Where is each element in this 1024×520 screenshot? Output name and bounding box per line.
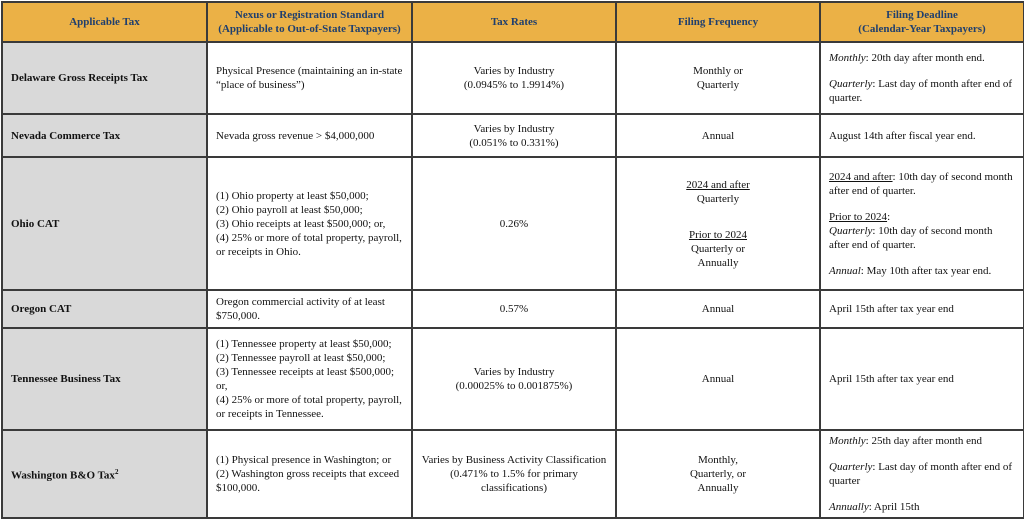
table-row <box>2 290 1024 328</box>
deadline-line <box>829 51 1015 65</box>
frequency-line <box>625 178 811 192</box>
deadline-text: : <box>887 210 891 223</box>
frequency-text: Quarterly, or <box>689 468 747 480</box>
cell-deadline <box>820 114 1024 157</box>
table-row <box>2 114 1024 157</box>
deadline-text: : Last day of month after end of quarter <box>829 461 1012 487</box>
rate-text: Varies by Industry <box>473 366 555 378</box>
frequency-label: Annual <box>829 264 861 277</box>
frequency-line <box>625 129 811 143</box>
cell-rate <box>412 114 616 157</box>
cell-rate <box>412 430 616 518</box>
nexus-text: (4) 25% or more of total property, payroll, or receipts in Tennessee. <box>216 394 402 420</box>
cell-applicable-tax <box>2 114 207 157</box>
tax-name: Oregon CAT <box>11 303 72 315</box>
deadline-text: : 25th day after month end <box>865 435 983 447</box>
deadline-line <box>829 264 1015 278</box>
deadline-line <box>829 434 1015 448</box>
nexus-text: (1) Ohio property at least $50,000; <box>216 189 369 202</box>
tax-name: Tennessee Business Tax <box>11 373 121 385</box>
frequency-line <box>625 78 811 92</box>
tax-name: Delaware Gross Receipts Tax <box>11 72 148 84</box>
deadline-text: April 15th after tax year end <box>829 303 954 315</box>
deadline-line <box>829 500 1015 514</box>
rate-line <box>421 467 607 495</box>
frequency-line <box>625 372 811 386</box>
nexus-line <box>216 64 403 92</box>
cell-deadline <box>820 328 1024 430</box>
cell-frequency <box>616 328 820 430</box>
column-header-line: Applicable Tax <box>69 16 140 28</box>
rate-line <box>421 379 607 393</box>
frequency-label: Quarterly <box>829 224 873 237</box>
cell-nexus <box>207 42 412 114</box>
frequency-label: Monthly <box>829 52 866 64</box>
cell-nexus <box>207 157 412 290</box>
column-header-nexus-standard <box>207 2 412 42</box>
nexus-text: (1) Physical presence in Washington; or <box>216 454 392 466</box>
column-header-tax-rates <box>412 2 616 42</box>
frequency-line <box>625 481 811 495</box>
cell-nexus <box>207 114 412 157</box>
cell-nexus <box>207 290 412 328</box>
frequency-text: Annual <box>701 303 735 315</box>
rate-line <box>421 217 607 231</box>
nexus-line <box>216 365 403 393</box>
nexus-line <box>216 453 403 467</box>
column-header-filing-frequency <box>616 2 820 42</box>
column-header-line: (Calendar-Year Taxpayers) <box>858 23 986 35</box>
nexus-text: Physical Presence (maintaining an in-state “place of business”) <box>216 65 403 91</box>
table-row <box>2 42 1024 114</box>
cell-rate <box>412 328 616 430</box>
frequency-text: Annual <box>701 373 735 385</box>
frequency-text: Annually <box>697 482 739 494</box>
nexus-text: (2) Ohio payroll at least $50,000; <box>216 203 363 216</box>
tax-name: Ohio CAT <box>11 217 60 230</box>
table-row <box>2 328 1024 430</box>
cell-rate <box>412 42 616 114</box>
cell-rate <box>412 157 616 290</box>
frequency-label: Quarterly <box>829 78 873 90</box>
cell-applicable-tax <box>2 430 207 518</box>
nexus-text: (3) Tennessee receipts at least $500,000; or, <box>216 366 395 392</box>
rate-text: (0.051% to 0.331%) <box>469 136 559 149</box>
nexus-line <box>216 129 403 143</box>
deadline-line <box>829 372 1015 386</box>
deadline-text: : April 15th <box>868 501 920 513</box>
deadline-line <box>829 460 1015 488</box>
rate-line <box>421 122 607 136</box>
frequency-line <box>625 64 811 78</box>
column-header-line: Tax Rates <box>490 16 538 28</box>
nexus-text: (1) Tennessee property at least $50,000; <box>216 338 392 350</box>
frequency-label: Monthly <box>829 435 866 447</box>
nexus-line <box>216 467 403 495</box>
frequency-text: Quarterly <box>696 192 740 205</box>
cell-frequency <box>616 290 820 328</box>
deadline-text: April 15th after tax year end <box>829 373 954 385</box>
nexus-line <box>216 295 403 323</box>
nexus-line <box>216 393 403 421</box>
frequency-line <box>625 467 811 481</box>
nexus-text: Nevada gross revenue > $4,000,000 <box>216 129 375 142</box>
deadline-line <box>829 77 1015 105</box>
deadline-text: : 10th day of second month after end of quarter. <box>829 170 1013 197</box>
rate-text: Varies by Business Activity Classification <box>421 454 607 466</box>
rate-line <box>421 453 607 467</box>
tax-name: Washington B&O Tax <box>11 469 115 482</box>
rate-line <box>421 78 607 92</box>
cell-frequency <box>616 430 820 518</box>
header-row <box>2 2 1024 42</box>
deadline-text: : May 10th after tax year end. <box>860 264 992 277</box>
deadline-line <box>829 210 1015 224</box>
frequency-text: Monthly, <box>698 454 738 466</box>
rate-line <box>421 64 607 78</box>
frequency-text: Quarterly or <box>690 242 746 255</box>
nexus-line <box>216 231 403 259</box>
column-header-line: Nexus or Registration Standard <box>234 9 385 21</box>
cell-applicable-tax <box>2 328 207 430</box>
cell-deadline <box>820 430 1024 518</box>
cell-frequency <box>616 42 820 114</box>
cell-nexus <box>207 430 412 518</box>
rate-text: Varies by Industry <box>473 65 555 77</box>
cell-applicable-tax <box>2 157 207 290</box>
rate-line <box>421 365 607 379</box>
cell-deadline <box>820 42 1024 114</box>
rate-text: Varies by Industry <box>473 122 555 135</box>
rate-text: 0.26% <box>499 217 529 230</box>
period-label: 2024 and after <box>686 178 750 191</box>
nexus-line <box>216 351 403 365</box>
nexus-text: Oregon commercial activity of at least $750,000. <box>216 296 385 322</box>
cell-frequency <box>616 114 820 157</box>
rate-text: (0.471% to 1.5% for primary classifications) <box>450 468 578 494</box>
period-label: 2024 and after <box>829 170 893 183</box>
frequency-line <box>625 302 811 316</box>
nexus-line <box>216 203 403 217</box>
frequency-line <box>625 228 811 242</box>
deadline-line <box>829 129 1015 143</box>
nexus-line <box>216 217 403 231</box>
nexus-text: (4) 25% or more of total property, payroll, or receipts in Ohio. <box>216 231 402 258</box>
nexus-text: (2) Tennessee payroll at least $50,000; <box>216 352 386 364</box>
nexus-text: (3) Ohio receipts at least $500,000; or, <box>216 217 386 230</box>
deadline-line <box>829 170 1015 198</box>
cell-rate <box>412 290 616 328</box>
column-header-filing-deadline <box>820 2 1024 42</box>
frequency-text: Annual <box>701 129 735 142</box>
frequency-text: Quarterly <box>696 79 740 91</box>
rate-line <box>421 302 607 316</box>
frequency-label: Annually <box>829 501 869 513</box>
deadline-text: : 20th day after month end. <box>865 52 985 64</box>
deadline-line <box>829 224 1015 252</box>
tax-name: Nevada Commerce Tax <box>11 129 121 142</box>
frequency-text: Annually <box>697 256 739 269</box>
period-label: Prior to 2024 <box>688 228 748 241</box>
table-row <box>2 157 1024 290</box>
frequency-line <box>625 453 811 467</box>
cell-applicable-tax <box>2 42 207 114</box>
period-label: Prior to 2024 <box>829 210 888 223</box>
nexus-line <box>216 189 403 203</box>
nexus-line <box>216 337 403 351</box>
footnote-marker: 2 <box>114 468 119 477</box>
frequency-line <box>625 242 811 256</box>
rate-text: (0.0945% to 1.9914%) <box>463 79 565 91</box>
cell-deadline <box>820 290 1024 328</box>
deadline-line <box>829 302 1015 316</box>
frequency-label: Quarterly <box>829 461 873 473</box>
cell-applicable-tax <box>2 290 207 328</box>
rate-text: 0.57% <box>499 303 529 315</box>
state-tax-comparison-table <box>1 1 1024 519</box>
nexus-text: (2) Washington gross receipts that exceed $100,000. <box>216 468 400 494</box>
table-row <box>2 430 1024 518</box>
rate-text: (0.00025% to 0.001875%) <box>455 380 573 392</box>
cell-frequency <box>616 157 820 290</box>
column-header-applicable-tax <box>2 2 207 42</box>
deadline-text: August 14th after fiscal year end. <box>829 129 976 142</box>
frequency-text: Monthly or <box>693 65 743 77</box>
frequency-line <box>625 256 811 270</box>
cell-deadline <box>820 157 1024 290</box>
column-header-line: (Applicable to Out-of-State Taxpayers) <box>218 23 401 35</box>
cell-nexus <box>207 328 412 430</box>
frequency-line <box>625 192 811 206</box>
column-header-line: Filing Frequency <box>677 16 759 28</box>
column-header-line: Filing Deadline <box>886 9 958 21</box>
deadline-text: : 10th day of second month after end of quarter. <box>829 224 993 251</box>
deadline-text: : Last day of month after end of quarter. <box>829 78 1012 104</box>
rate-line <box>421 136 607 150</box>
